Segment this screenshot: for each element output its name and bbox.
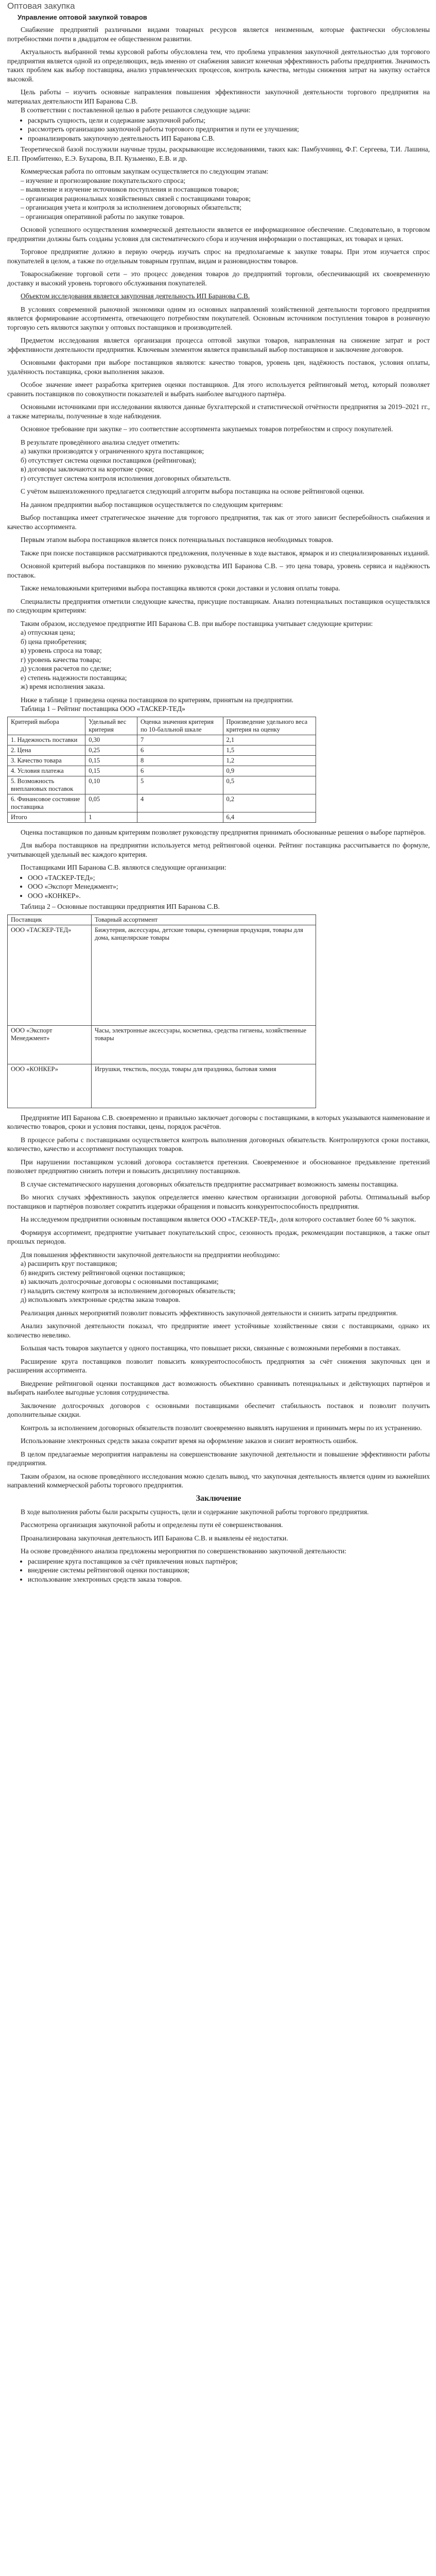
body-paragraph: Оценка поставщиков по данным критериям позволяет руководству предприятия принимать обоснованные решения о выборе партнёров. bbox=[21, 828, 426, 836]
body-paragraph: Специалисты предприятия отметили следующие качества, присущие поставщикам. Анализ потенциальных поставщиков осуществлялся по следующим критериям: bbox=[7, 597, 430, 614]
body-paragraph: Для выбора поставщиков на предприятии используется метод рейтинговой оценки. Рейтинг поставщика рассчитывается по формуле, учитывающей удельный вес каждого критерия. bbox=[7, 841, 430, 858]
intro-paragraph: Актуальность выбранной темы курсовой работы обусловлена тем, что проблема управления закупочной деятельностью для торгового предприятия является одной из определяющих, ведь именно от снабжения зависит конечная эффективность работы предприятия. Значимость таких проблем как выбор поставщика, анализ управленческих процессов, контроль качества, методы снижения затрат на закупку остаётся высокой. bbox=[7, 48, 430, 83]
list-item: б) цена приобретения; bbox=[21, 637, 87, 646]
body-paragraph: В случае систематического нарушения договорных обязательств предприятие рассматривает возможность замены поставщика. bbox=[21, 1180, 398, 1188]
table-row bbox=[8, 925, 316, 1025]
table-header-cell: Критерий выбора bbox=[8, 717, 85, 735]
table-cell: 1,5 bbox=[223, 745, 316, 755]
table-cell: 0,10 bbox=[85, 776, 137, 794]
body-paragraph: Большая часть товаров закупается у одного поставщика, что повышает риски, связанные с возможными перебоями в поставках. bbox=[21, 1344, 401, 1352]
body-paragraph: В целом предлагаемые мероприятия направлены на совершенствование закупочной деятельности и повышение эффективности работы предприятия. bbox=[7, 1450, 430, 1467]
body-paragraph: При нарушении поставщиком условий договора составляется претензия. Своевременное и обоснованное предъявление претензий позволяет предприятию снизить потери и повысить дисциплину поставщиков. bbox=[7, 1158, 430, 1175]
body-paragraph: а) закупки производятся у ограниченного круга поставщиков; bbox=[21, 447, 204, 455]
table-cell: Бижутерия, аксессуары, детские товары, сувенирная продукция, товары для дома, канцелярские товары bbox=[92, 925, 316, 1025]
body-paragraph: – выявление и изучение источников поступления и поставщиков товаров; bbox=[21, 185, 239, 193]
body-paragraph: Внедрение рейтинговой оценки поставщиков даст возможность объективно сравнивать потенциальных и действующих партнёров и выбирать наиболее выгодные условия сотрудничества. bbox=[7, 1379, 430, 1396]
list-item: б) внедрить систему рейтинговой оценки поставщиков; bbox=[21, 1268, 185, 1277]
body-paragraph: Во многих случаях эффективность закупок определяется именно качеством организации договорной работы. Оптимальный выбор поставщиков и партнёров позволяет сократить издержки обращения и повысить конкурентоспособность предприятия. bbox=[7, 1193, 430, 1210]
table-cell: 7 bbox=[137, 735, 223, 745]
list-item: е) степень надежности поставщика; bbox=[21, 673, 127, 682]
table-header-row bbox=[8, 717, 316, 735]
body-paragraph: Таким образом, на основе проведённого исследования можно сделать вывод, что закупочная деятельность является одним из важнейших направлений коммерческой работы торгового предприятия. bbox=[7, 1472, 430, 1489]
table-header-row bbox=[8, 914, 316, 925]
table-cell: 4. Условия платежа bbox=[8, 766, 85, 776]
body-paragraph: Проанализирована закупочная деятельность ИП Баранова С.В. и выявлены её недостатки. bbox=[21, 1534, 288, 1542]
suppliers-table bbox=[7, 914, 316, 1108]
list-item: • раскрыть сущность, цели и содержание закупочной работы; bbox=[28, 116, 430, 125]
list-item: г) наладить систему контроля за исполнением договорных обязательств; bbox=[21, 1286, 236, 1295]
body-paragraph: Предметом исследования является организация процесса оптовой закупки товаров, направленная на снижение затрат и рост эффективности деятельности предприятия. Ключевым элементом является правильный выбор поставщиков и заключение договоров. bbox=[7, 336, 430, 353]
body-paragraph: В процессе работы с поставщиками осуществляется контроль выполнения договорных обязательств. Контролируются сроки поставки, количество, качество и ассортимент поступающих товаров. bbox=[7, 1136, 430, 1153]
conclusion-heading: Заключение bbox=[196, 1494, 241, 1503]
table-cell: 0,2 bbox=[223, 794, 316, 812]
body-paragraph: Основными источниками при исследовании являются данные бухгалтерской и статистической отчётности предприятия за 2019–2021 гг., а также материалы, полученные в ходе наблюдения. bbox=[7, 403, 430, 420]
body-paragraph: Таким образом, исследуемое предприятие ИП Баранова С.В. при выборе поставщика учитывает следующие критерии: bbox=[21, 619, 373, 628]
table-cell: 0,15 bbox=[85, 755, 137, 766]
table-cell: 1. Надежность поставки bbox=[8, 735, 85, 745]
body-paragraph: Основное требование при закупке – это соответствие ассортимента закупаемых товаров потребностям и спросу покупателей. bbox=[21, 425, 393, 433]
body-paragraph: б) отсутствует система оценки поставщиков (рейтинговая); bbox=[21, 456, 197, 464]
table-cell: 2,1 bbox=[223, 735, 316, 745]
table-cell: ООО «Экспорт Менеджмент» bbox=[8, 1025, 92, 1064]
list-item: • ООО «КОНКЕР». bbox=[28, 891, 430, 901]
body-paragraph: Рассмотрена организация закупочной работы и определены пути её совершенствования. bbox=[21, 1521, 283, 1529]
list-item: д) условия расчетов по сделке; bbox=[21, 665, 112, 672]
table-row bbox=[8, 1064, 316, 1108]
section-heading: Объектом исследования является закупочная деятельность ИП Баранова С.В. bbox=[21, 292, 250, 300]
list-item: • внедрение системы рейтинговой оценки поставщиков; bbox=[28, 1566, 430, 1575]
body-paragraph: Теоретической базой послужили научные труды, раскрывающие исследованиями, таких как: Памбухчиянц, Ф.Г. Сергеева, Т.И. Лашина, Е.П. Промбитенко, Е.Э. Бухарова, В.П. Кузьменко, Е.В. и др. bbox=[7, 145, 430, 162]
table-row bbox=[8, 794, 316, 812]
intro-paragraph: Цель работы – изучить основные направления повышения эффективности закупочной деятельности торгового предприятия на материалах деятельности ИП Баранова С.В. bbox=[7, 88, 430, 105]
body-paragraph: Ниже в таблице 1 приведена оценка поставщиков по критериям, принятым на предприятии. bbox=[21, 696, 294, 704]
table-row bbox=[8, 745, 316, 755]
body-paragraph: Товароснабжение торговой сети – это процесс доведения товаров до предприятий торговли, обеспечивающий их своевременную доставку и высокий уровень торгового обслуживания покупателей. bbox=[7, 270, 430, 287]
body-paragraph: В условиях современной рыночной экономики одним из основных направлений хозяйственной деятельности торгового предприятия является формирование ассортимента, отвечающего потребностям покупателей. Основным источником поступления товаров в розничную торговую сеть являются закупки у оптовых поставщиков и производителей. bbox=[7, 305, 430, 331]
list-item: • проанализировать закупочную деятельность ИП Баранова С.В. bbox=[28, 134, 430, 143]
body-paragraph: Коммерческая работа по оптовым закупкам осуществляется по следующим этапам: bbox=[21, 167, 269, 175]
table-cell: 2. Цена bbox=[8, 745, 85, 755]
table-cell: 1 bbox=[85, 812, 137, 822]
body-paragraph: Формируя ассортимент, предприятие учитывает покупательский спрос, сезонность продаж, рекомендации поставщиков, а также опыт прошлых периодов. bbox=[7, 1228, 430, 1245]
suppliers-list bbox=[7, 873, 430, 901]
body-paragraph: – организация учета и контроля за исполнением договорных обязательств; bbox=[21, 204, 242, 211]
body-paragraph: Первым этапом выбора поставщиков является поиск потенциальных поставщиков необходимых товаров. bbox=[21, 536, 334, 544]
body-paragraph: Также при поиске поставщиков рассматриваются предложения, полученные в ходе выставок, ярмарок и из специализированных изданий. bbox=[21, 549, 430, 557]
body-paragraph: В результате проведённого анализа следует отметить: bbox=[21, 438, 180, 446]
list-item: д) использовать электронные средства заказа товаров. bbox=[21, 1296, 181, 1303]
body-paragraph: г) отсутствует система контроля исполнения договорных обязательств. bbox=[21, 474, 231, 482]
table-cell: ООО «ТАСКЕР-ТЕД» bbox=[8, 925, 92, 1025]
site-title: Оптовая закупка bbox=[7, 1, 75, 11]
table-cell: 6 bbox=[137, 766, 223, 776]
body-paragraph: – организация рациональных хозяйственных связей с поставщиками товаров; bbox=[21, 194, 251, 202]
table-row bbox=[8, 766, 316, 776]
table-cell: 0,9 bbox=[223, 766, 316, 776]
table-cell: 5. Возможность внеплановых поставок bbox=[8, 776, 85, 794]
body-paragraph: Для повышения эффективности закупочной деятельности на предприятии необходимо: bbox=[21, 1250, 280, 1259]
table-cell: 1,2 bbox=[223, 755, 316, 766]
list-item: в) заключать долгосрочные договоры с основными поставщиками; bbox=[21, 1278, 219, 1285]
body-paragraph: Заключение долгосрочных договоров с основными поставщиками обеспечит стабильность поставок и позволит получить дополнительные скидки. bbox=[7, 1401, 430, 1418]
table-cell: Итого bbox=[8, 812, 85, 822]
body-paragraph: На исследуемом предприятии основным поставщиком является ООО «ТАСКЕР-ТЕД», доля которого составляет более 60 % закупок. bbox=[21, 1215, 416, 1223]
body-paragraph: Анализ закупочной деятельности показал, что предприятие имеет устойчивые хозяйственные связи с поставщиками, однако их количество невелико. bbox=[7, 1322, 430, 1339]
table-header-cell: Произведение удельного веса критерия на оценку bbox=[223, 717, 316, 735]
body-paragraph: Предприятие ИП Баранова С.В. своевременно и правильно заключает договоры с поставщиками, в которых указываются наименование и количество товаров, сроки и условия поставки, цены, порядок расчётов. bbox=[7, 1113, 430, 1130]
table-caption: Таблица 1 – Рейтинг поставщика ООО «ТАСКЕР-ТЕД» bbox=[21, 705, 185, 713]
list-item: ж) время исполнения заказа. bbox=[21, 683, 105, 690]
body-paragraph: В ходе выполнения работы были раскрыты сущность, цели и содержание закупочной работы торгового предприятия. bbox=[21, 1507, 369, 1516]
body-paragraph: Основной критерий выбора поставщиков по мнению руководства ИП Баранова С.В. – это цена товара, уровень сервиса и надёжность поставок. bbox=[7, 562, 430, 579]
table-cell: 0,30 bbox=[85, 735, 137, 745]
table-cell: 6,4 bbox=[223, 812, 316, 822]
body-paragraph: Основой успешного осуществления коммерческой деятельности является ее информационное обеспечение. Следовательно, в торговом предприятии должны быть созданы условия для систематического сбора и изучения информации о поставщиках, их товарах и ценах. bbox=[7, 226, 430, 243]
list-item: • ООО «ТАСКЕР-ТЕД»; bbox=[28, 873, 430, 883]
body-paragraph: Выбор поставщика имеет стратегическое значение для торгового предприятия, так как от этого зависит бесперебойность снабжения и качество ассортимента. bbox=[7, 514, 430, 531]
intro-paragraph: Снабжение предприятий различными видами товарных ресурсов является неизменным, которые фактически обусловлены потребностями почти в двадцатом ее общественном развитии. bbox=[7, 26, 430, 43]
table-cell: 5 bbox=[137, 776, 223, 794]
table-header-cell: Удельный вес критерия bbox=[85, 717, 137, 735]
list-item: а) отпускная цена; bbox=[21, 629, 75, 636]
table-row bbox=[8, 735, 316, 745]
body-paragraph: Использование электронных средств заказа сократит время на оформление заказов и снизит вероятность ошибок. bbox=[21, 1437, 358, 1445]
table-cell: 0,25 bbox=[85, 745, 137, 755]
body-paragraph: Реализация данных мероприятий позволит повысить эффективность закупочной деятельности и снизить затраты предприятия. bbox=[21, 1309, 398, 1317]
body-paragraph: На основе проведённого анализа предложены мероприятия по совершенствованию закупочной деятельности: bbox=[21, 1547, 347, 1555]
body-paragraph: Расширение круга поставщиков позволит повысить конкурентоспособность предприятия за счёт снижения закупочных цен и расширения ассортимента. bbox=[7, 1357, 430, 1374]
list-item: • рассмотреть организацию закупочной работы торгового предприятия и пути ее улучшения; bbox=[28, 125, 430, 134]
table-cell: 0,05 bbox=[85, 794, 137, 812]
page-title: Управление оптовой закупкой товаров bbox=[18, 13, 147, 21]
table-cell: Игрушки, текстиль, посуда, товары для праздника, бытовая химия bbox=[92, 1064, 316, 1108]
table-row bbox=[8, 1025, 316, 1064]
body-paragraph: – изучение и прогнозирование покупательского спроса; bbox=[21, 176, 186, 184]
list-item: • использование электронных средств заказа товаров. bbox=[28, 1575, 430, 1584]
table-row bbox=[8, 755, 316, 766]
body-paragraph: На данном предприятии выбор поставщиков осуществляется по следующим критериям: bbox=[21, 500, 283, 509]
table-cell bbox=[137, 812, 223, 822]
table-cell: 0,5 bbox=[223, 776, 316, 794]
body-paragraph: Основными факторами при выборе поставщиков являются: качество товаров, уровень цен, надёжность поставок, условия оплаты, удалённость поставщика, сроки выполнения заказов. bbox=[7, 359, 430, 376]
intro-paragraph: В соответствии с поставленной целью в работе решаются следующие задачи: bbox=[21, 106, 251, 114]
body-paragraph: Торговое предприятие должно в первую очередь изучать спрос на предполагаемые к закупке товары. При этом изучается спрос покупателей в целом, а также по отдельным товарным группам, видам и разновидностям товаров. bbox=[7, 248, 430, 265]
body-paragraph: Особое значение имеет разработка критериев оценки поставщиков. Для этого используется рейтинговый метод, который позволяет сравнить поставщиков по совокупности показателей и выбрать наиболее выгодного партнёра. bbox=[7, 381, 430, 398]
body-paragraph: – организация оперативной работы по закупке товаров. bbox=[21, 212, 185, 221]
table-cell: 6 bbox=[137, 745, 223, 755]
table-cell: 3. Качество товара bbox=[8, 755, 85, 766]
table-row bbox=[8, 812, 316, 822]
table-cell: Часы, электронные аксессуары, косметика, средства гигиены, хозяйственные товары bbox=[92, 1025, 316, 1064]
table-header-cell: Товарный ассортимент bbox=[92, 914, 316, 925]
table-header-cell: Поставщик bbox=[8, 914, 92, 925]
list-item: • расширение круга поставщиков за счёт привлечения новых партнёров; bbox=[28, 1557, 430, 1566]
supplier-rating-table bbox=[7, 717, 316, 823]
body-paragraph: Контроль за исполнением договорных обязательств позволит своевременно выявлять нарушения и принимать меры по их устранению. bbox=[21, 1423, 422, 1432]
tasks-list bbox=[7, 116, 430, 143]
table-caption: Таблица 2 – Основные поставщики предприятия ИП Баранова С.В. bbox=[21, 903, 220, 910]
list-item: • ООО «Экспорт Менеджмент»; bbox=[28, 882, 430, 891]
table-cell: 6. Финансовое состояние поставщика bbox=[8, 794, 85, 812]
body-paragraph: Поставщиками ИП Баранова С.В. являются следующие организации: bbox=[21, 863, 226, 871]
body-paragraph: С учётом вышеизложенного предлагается следующий алгоритм выбора поставщика на основе рейтинговой оценки. bbox=[21, 487, 364, 495]
list-item: а) расширить круг поставщиков; bbox=[21, 1260, 117, 1267]
list-item: в) уровень спроса на товар; bbox=[21, 647, 102, 654]
body-paragraph: в) договоры заключаются на короткие сроки; bbox=[21, 465, 154, 473]
measures-list bbox=[7, 1557, 430, 1584]
table-cell: ООО «КОНКЕР» bbox=[8, 1064, 92, 1108]
table-cell: 4 bbox=[137, 794, 223, 812]
table-header-cell: Оценка значения критерия по 10-балльной шкале bbox=[137, 717, 223, 735]
table-cell: 0,15 bbox=[85, 766, 137, 776]
table-cell: 8 bbox=[137, 755, 223, 766]
body-paragraph: Также немаловажными критериями выбора поставщика являются сроки доставки и условия оплаты товара. bbox=[21, 584, 340, 592]
table-row bbox=[8, 776, 316, 794]
list-item: г) уровень качества товара; bbox=[21, 655, 101, 664]
